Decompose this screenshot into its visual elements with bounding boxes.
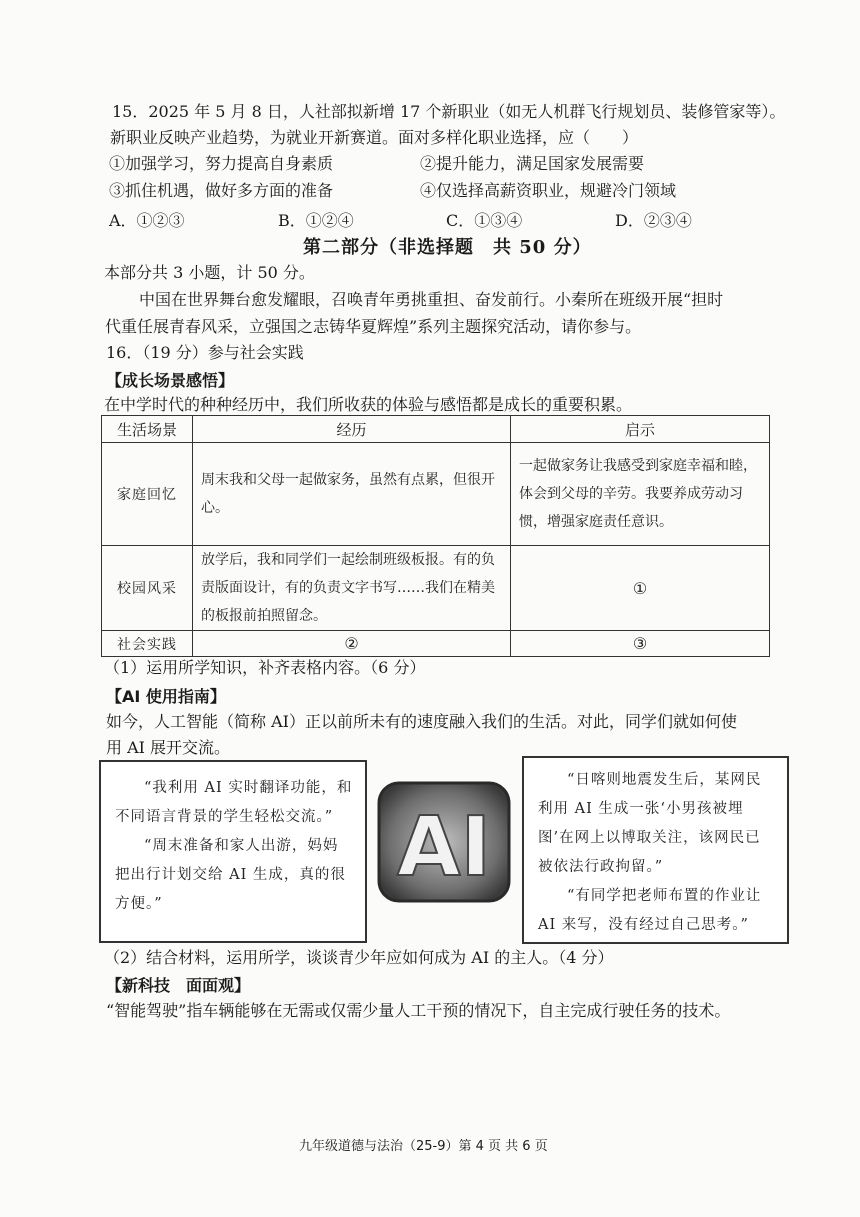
q15-choice-d: D．②③④ [615, 211, 692, 230]
left-quote-box [99, 760, 367, 943]
part2-intro: 本部分共 3 小题，计 50 分。 [104, 263, 315, 282]
part2-title: 第二部分（非选择题 共 50 分） [303, 237, 592, 258]
section-growth-title: 【成长场景感悟】 [106, 371, 235, 390]
experience-table [101, 415, 770, 657]
right-quote-2: “有同学把老师布置的作业让 AI 来写，没有经过自己思考。” [538, 888, 762, 933]
left-quote-2: “周末准备和家人出游，妈妈把出行计划交给 AI 生成，真的很方便。” [115, 838, 346, 912]
q16-sub1: （1）运用所学知识，补齐表格内容。（6 分） [104, 658, 426, 677]
ai-logo-letters: AI [397, 800, 491, 895]
q15-stem-line2: 新职业反映产业趋势，为就业开新赛道。面对多样化职业选择，应（ ） [110, 128, 639, 147]
section-tech-title: 【新科技 面面观】 [106, 976, 251, 995]
table-row [102, 546, 770, 631]
q15-choice-a: A．①②③ [109, 211, 185, 230]
left-quote-1: “我利用 AI 实时翻译功能，和不同语言背景的学生轻松交流。” [115, 780, 353, 825]
table-cell-experience: 周末我和父母一起做家务，虽然有点累，但很开心。 [193, 443, 511, 546]
table-cell-scene: 校园风采 [102, 546, 193, 631]
q15-option-3: ③抓住机遇，做好多方面的准备 [109, 181, 334, 200]
right-quote-box [522, 756, 789, 944]
table-row [102, 443, 770, 546]
section-tech-text: “智能驾驶”指车辆能够在无需或仅需少量人工干预的情况下，自主完成行驶任务的技术。 [106, 1001, 731, 1020]
q15-option-2: ②提升能力，满足国家发展需要 [420, 154, 645, 173]
q15-stem-line1: 15．2025 年 5 月 8 日，人社部拟新增 17 个新职业（如无人机群飞行规划员、装修管家等）。 [112, 102, 786, 121]
table-row [102, 631, 770, 657]
table-cell-experience: 放学后，我和同学们一起绘制班级板报。有的负责版面设计，有的负责文字书写……我们在精美的板报前拍照留念。 [193, 546, 511, 631]
part2-paragraph-line1: 中国在世界舞台愈发耀眼，召唤青年勇挑重担、奋发前行。小秦所在班级开展“担时 [139, 290, 724, 309]
section-ai-title: 【AI 使用指南】 [106, 687, 226, 706]
section-ai-text-line2: 用 AI 展开交流。 [106, 738, 231, 757]
table-cell-insight: 一起做家务让我感受到家庭幸福和睦，体会到父母的辛劳。我要养成劳动习惯，增强家庭责任意识。 [511, 443, 770, 546]
q16-title: 16．（19 分）参与社会实践 [106, 343, 304, 362]
q16-sub2: （2）结合材料，运用所学，谈谈青少年应如何成为 AI 的主人。（4 分） [104, 948, 614, 967]
section-ai-text-line1: 如今，人工智能（简称 AI）正以前所未有的速度融入我们的生活。对此，同学们就如何使 [106, 712, 737, 731]
table-header-scene: 生活场景 [102, 416, 193, 443]
table-header-row [102, 416, 770, 443]
table-cell-experience-blank-2: ② [193, 631, 511, 657]
table-header-insight: 启示 [511, 416, 770, 443]
q15-choice-c: C．①③④ [446, 211, 523, 230]
q15-option-4: ④仅选择高薪资职业，规避冷门领域 [420, 181, 677, 200]
section-growth-text: 在中学时代的种种经历中，我们所收获的体验与感悟都是成长的重要积累。 [104, 395, 633, 414]
table-header-experience: 经历 [193, 416, 511, 443]
table-cell-scene: 社会实践 [102, 631, 193, 657]
ai-logo-image [373, 777, 515, 907]
page-footer: 九年级道德与法治（25-9）第 4 页 共 6 页 [299, 1139, 548, 1154]
q15-option-1: ①加强学习，努力提高自身素质 [109, 154, 334, 173]
part2-paragraph-line2: 代重任展青春风采，立强国之志铸华夏辉煌”系列主题探究活动，请你参与。 [105, 317, 642, 336]
table-cell-insight-blank-3: ③ [511, 631, 770, 657]
table-cell-scene: 家庭回忆 [102, 443, 193, 546]
table-cell-insight-blank-1: ① [511, 546, 770, 631]
right-quote-1: “日喀则地震发生后，某网民利用 AI 生成一张‘小男孩被埋图’在网上以博取关注，该网民已被依法行政拘留。” [538, 772, 762, 875]
q15-choice-b: B．①②④ [278, 211, 354, 230]
